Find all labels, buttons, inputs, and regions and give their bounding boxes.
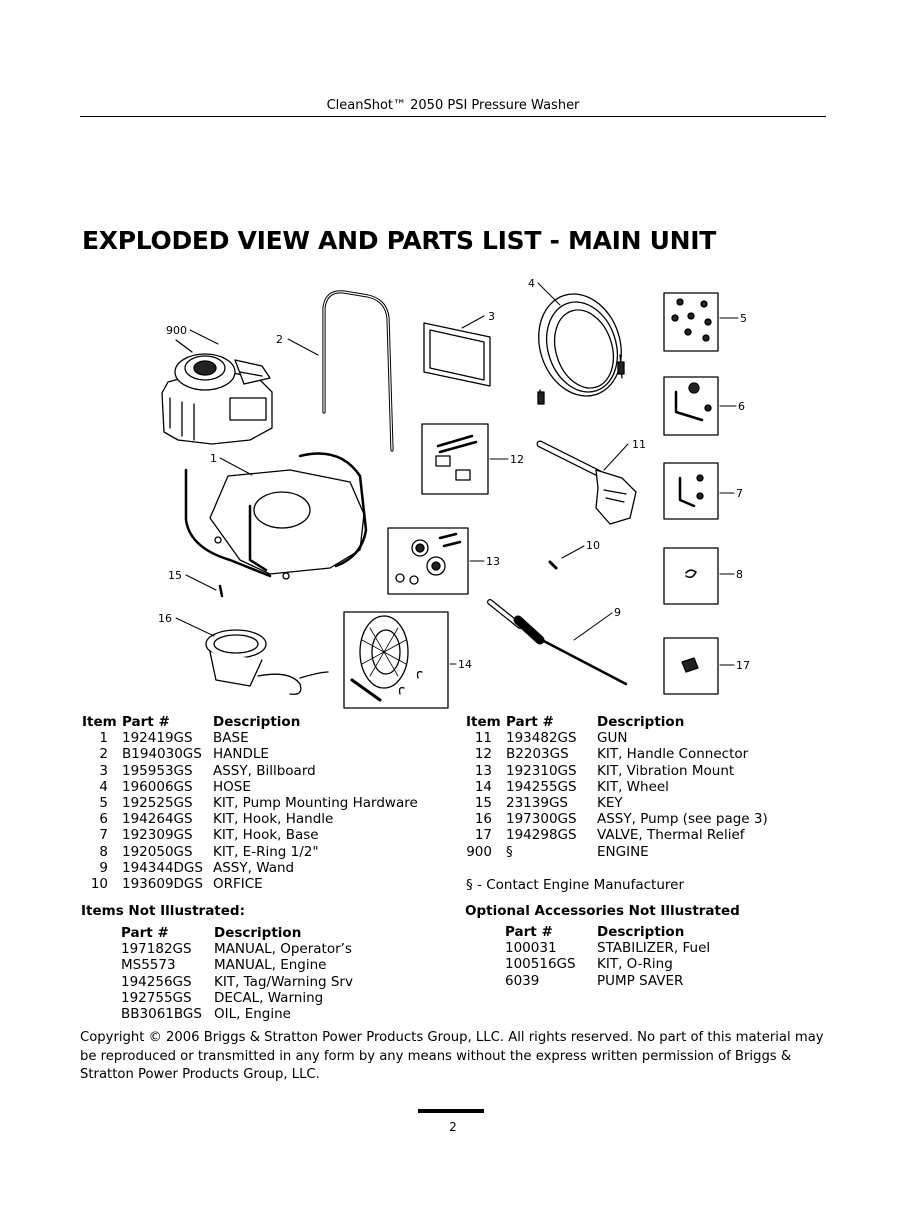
cell-description: KIT, Pump Mounting Hardware (213, 794, 418, 811)
table-row (466, 730, 826, 746)
table-header (121, 925, 441, 941)
table-row (82, 746, 442, 762)
callout-16: 16 (158, 612, 172, 625)
engine-illustration (162, 340, 272, 444)
cell-description: KIT, O-Ring (597, 956, 673, 973)
cell-description: KIT, Tag/Warning Srv (214, 973, 353, 990)
cell-part: 193482GS (506, 730, 577, 747)
cell-part: 100031 (505, 940, 557, 957)
table-row (466, 844, 826, 860)
engine-manufacturer-note: § - Contact Engine Manufacturer (466, 877, 685, 893)
table-header (82, 714, 442, 730)
cell-description: KIT, Handle Connector (597, 746, 749, 763)
cell-part: 194298GS (506, 827, 577, 844)
column-header-part: Part # (122, 714, 170, 730)
cell-item: 17 (474, 827, 492, 844)
cell-description: VALVE, Thermal Relief (597, 827, 745, 844)
column-header-part: Part # (121, 925, 169, 941)
cell-part: 196006GS (122, 778, 193, 795)
parts-table-right (466, 714, 826, 860)
copyright-notice: Copyright © 2006 Briggs & Stratton Power Products Group, LLC. All rights reserved. No part of this material may be reproduced or transmitted in any form by any means without the express written permission of Briggs & Stratton Power Products Group, LLC. (80, 1030, 824, 1082)
table-row (82, 844, 442, 860)
cell-item: 10 (90, 875, 108, 892)
cell-description: ENGINE (597, 843, 649, 860)
document-header-title: CleanShot™ 2050 PSI Pressure Washer (326, 98, 580, 113)
cell-item: 2 (99, 746, 108, 763)
table-row (82, 730, 442, 746)
table-row (466, 746, 826, 762)
cell-description: ASSY, Billboard (213, 762, 316, 779)
items-not-illustrated-table (121, 925, 441, 1022)
table-row (466, 827, 826, 843)
cell-item: 4 (99, 778, 108, 795)
cell-part: BB3061BGS (121, 1005, 202, 1022)
cell-description: MANUAL, Operator’s (214, 941, 352, 958)
callout-9: 9 (614, 606, 621, 619)
kit-box-17 (664, 638, 718, 694)
table-row (505, 956, 825, 972)
cell-part: 194255GS (506, 778, 577, 795)
cell-description: ORFICE (213, 875, 263, 892)
table-row (466, 811, 826, 827)
cell-part: 192525GS (122, 794, 193, 811)
callout-2: 2 (276, 333, 283, 346)
column-header-description: Description (597, 714, 685, 730)
table-row (121, 941, 441, 957)
cell-item: 11 (474, 730, 492, 747)
column-header-description: Description (213, 714, 301, 730)
kit-box-14 (344, 612, 448, 708)
kit-box-8 (664, 548, 718, 604)
column-header-part: Part # (506, 714, 554, 730)
cell-item: 12 (474, 746, 492, 763)
wand-illustration (490, 602, 626, 684)
table-row (82, 811, 442, 827)
cell-part: B2203GS (506, 746, 569, 763)
cell-part: § (506, 843, 513, 860)
hose-illustration (526, 283, 634, 407)
callout-3: 3 (488, 310, 495, 323)
orfice-illustration (550, 562, 556, 568)
callout-4: 4 (528, 277, 535, 290)
cell-part: 100516GS (505, 956, 576, 973)
table-row (121, 990, 441, 1006)
table-row (466, 763, 826, 779)
table-row (121, 957, 441, 973)
column-header-description: Description (214, 925, 302, 941)
gun-illustration (540, 444, 636, 524)
cell-item: 3 (99, 762, 108, 779)
cell-part: 6039 (505, 972, 540, 989)
cell-item: 15 (474, 794, 492, 811)
table-row (82, 827, 442, 843)
callout-17: 17 (736, 659, 750, 672)
kit-box-5 (664, 293, 718, 351)
cell-part: 197182GS (121, 941, 192, 958)
column-header-item: Item (82, 714, 117, 730)
cell-part: 195953GS (122, 762, 193, 779)
cell-description: MANUAL, Engine (214, 957, 327, 974)
cell-part: 192309GS (122, 827, 193, 844)
cell-item: 6 (99, 811, 108, 828)
table-row (466, 779, 826, 795)
table-row (82, 763, 442, 779)
callout-6: 6 (738, 400, 745, 413)
cell-description: GUN (597, 730, 628, 747)
base-illustration (186, 454, 366, 580)
page-title: EXPLODED VIEW AND PARTS LIST - MAIN UNIT (82, 226, 717, 255)
cell-item: 13 (474, 762, 492, 779)
page-number: 2 (449, 1120, 457, 1134)
kit-box-7 (664, 463, 718, 519)
cell-description: KIT, Vibration Mount (597, 762, 735, 779)
callout-8: 8 (736, 568, 743, 581)
table-row (121, 1006, 441, 1022)
cell-part: 197300GS (506, 811, 577, 828)
cell-item: 8 (99, 843, 108, 860)
callout-15: 15 (168, 569, 182, 582)
cell-item: 5 (99, 794, 108, 811)
cell-item: 14 (474, 778, 492, 795)
table-row (505, 973, 825, 989)
cell-part: 192050GS (122, 843, 193, 860)
kit-box-6 (664, 377, 718, 435)
cell-item: 16 (474, 811, 492, 828)
callout-5: 5 (740, 312, 747, 325)
header-rule (80, 116, 826, 117)
table-row (505, 940, 825, 956)
column-header-part: Part # (505, 924, 553, 940)
cell-part: 192310GS (506, 762, 577, 779)
table-row (82, 876, 442, 892)
parts-table-left (82, 714, 442, 892)
billboard-illustration (424, 323, 490, 386)
table-header (466, 714, 826, 730)
page-number-bar (418, 1109, 484, 1113)
cell-item: 900 (466, 843, 492, 860)
cell-description: ASSY, Pump (see page 3) (597, 811, 768, 828)
table-row (82, 795, 442, 811)
cell-part: MS5573 (121, 957, 176, 974)
callout-10: 10 (586, 539, 600, 552)
handle-illustration (324, 292, 392, 450)
optional-accessories-table (505, 924, 825, 989)
key-illustration (220, 586, 222, 596)
column-header-item: Item (466, 714, 501, 730)
optional-accessories-title: Optional Accessories Not Illustrated (465, 903, 740, 919)
table-row (82, 779, 442, 795)
callout-900: 900 (166, 324, 187, 337)
cell-description: KIT, Hook, Handle (213, 811, 334, 828)
callout-11: 11 (632, 438, 646, 451)
exploded-view-diagram (0, 270, 906, 710)
cell-part: 192419GS (122, 730, 193, 747)
cell-item: 9 (99, 859, 108, 876)
kit-box-12 (422, 424, 488, 494)
cell-part: 192755GS (121, 989, 192, 1006)
cell-description: KIT, E-Ring 1/2" (213, 843, 319, 860)
cell-description: KEY (597, 794, 623, 811)
cell-part: 194344DGS (122, 859, 203, 876)
cell-description: KIT, Hook, Base (213, 827, 319, 844)
table-header (505, 924, 825, 940)
cell-part: 194264GS (122, 811, 193, 828)
callout-1: 1 (210, 452, 217, 465)
cell-description: PUMP SAVER (597, 972, 684, 989)
pump-illustration (206, 630, 328, 694)
table-row (121, 974, 441, 990)
cell-description: OIL, Engine (214, 1005, 291, 1022)
items-not-illustrated-title: Items Not Illustrated: (81, 903, 245, 919)
kit-box-13 (388, 528, 468, 594)
callout-13: 13 (486, 555, 500, 568)
table-row (466, 795, 826, 811)
cell-part: 194256GS (121, 973, 192, 990)
callout-14: 14 (458, 658, 472, 671)
cell-description: DECAL, Warning (214, 989, 324, 1006)
cell-description: STABILIZER, Fuel (597, 940, 711, 957)
cell-description: BASE (213, 730, 249, 747)
callout-12: 12 (510, 453, 524, 466)
cell-part: 193609DGS (122, 875, 203, 892)
cell-description: HOSE (213, 778, 251, 795)
cell-description: HANDLE (213, 746, 269, 763)
cell-item: 1 (99, 730, 108, 747)
callout-7: 7 (736, 487, 743, 500)
cell-part: B194030GS (122, 746, 202, 763)
table-row (82, 860, 442, 876)
cell-item: 7 (99, 827, 108, 844)
column-header-description: Description (597, 924, 685, 940)
cell-part: 23139GS (506, 794, 568, 811)
cell-description: KIT, Wheel (597, 778, 669, 795)
cell-description: ASSY, Wand (213, 859, 295, 876)
